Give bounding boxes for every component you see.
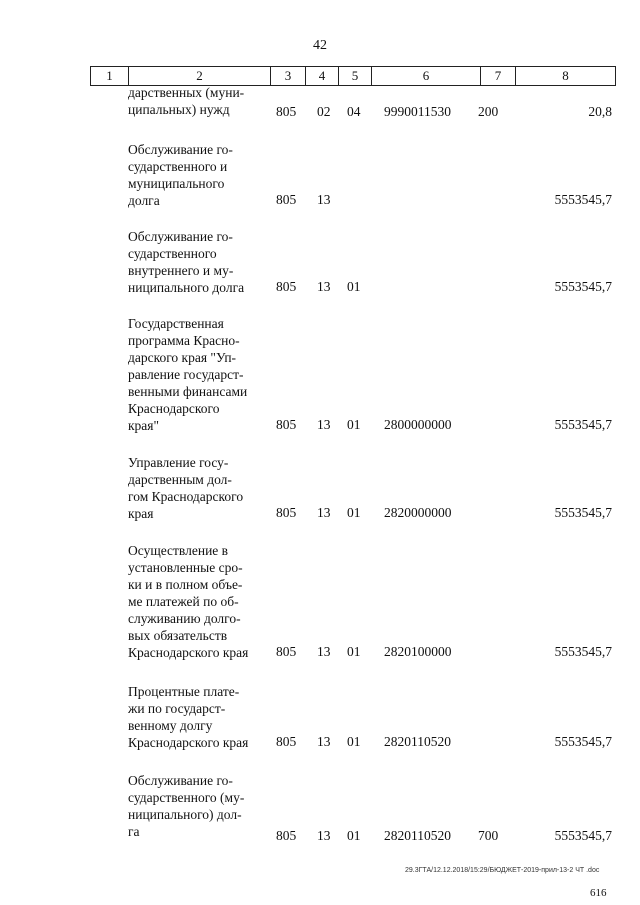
cell-target-code: 9990011530: [384, 104, 451, 119]
desc-line: венными финансами: [128, 384, 248, 399]
header-col-3: 3: [271, 67, 306, 86]
desc-line: служиванию долго-: [128, 611, 241, 626]
cell-amount: 5553545,7: [554, 192, 612, 207]
desc-line: Управление госу-: [128, 455, 229, 470]
cell-section: 13: [317, 644, 331, 659]
desc-line: дарственных (муни-: [128, 85, 245, 100]
page-number: 42: [313, 38, 327, 53]
desc-line: дарского края "Уп-: [128, 350, 237, 365]
desc-line: ниципального долга: [128, 280, 245, 295]
cell-amount: 5553545,7: [554, 417, 612, 432]
cell-ministry: 805: [276, 828, 297, 843]
cell-amount: 5553545,7: [554, 279, 612, 294]
desc-line: га: [128, 824, 140, 839]
desc-line: дарственным дол-: [128, 472, 232, 487]
row-description: [128, 141, 263, 209]
desc-line: внутреннего и му-: [128, 263, 234, 278]
row-description: [128, 315, 263, 434]
desc-line: ниципального) дол-: [128, 807, 242, 822]
desc-line: края": [128, 418, 160, 433]
cell-subsection: 01: [347, 644, 361, 659]
row-description: [128, 772, 263, 840]
cell-section: 13: [317, 734, 331, 749]
desc-line: сударственного: [128, 246, 217, 261]
header-col-2: 2: [129, 67, 271, 86]
desc-line: Государственная: [128, 316, 224, 331]
header-col-5: 5: [339, 67, 372, 86]
header-row: [91, 67, 616, 86]
desc-line: программа Красно-: [128, 333, 240, 348]
cell-section: 13: [317, 192, 331, 207]
cell-ministry: 805: [276, 417, 297, 432]
cell-section: 02: [317, 104, 331, 119]
desc-line: ципальных) нужд: [128, 102, 230, 117]
cell-target-code: 2820100000: [384, 644, 452, 659]
header-col-6: 6: [372, 67, 481, 86]
desc-line: жи по государст-: [128, 701, 226, 716]
cell-amount: 5553545,7: [554, 734, 612, 749]
cell-amount: 5553545,7: [554, 505, 612, 520]
cell-amount: 5553545,7: [554, 828, 612, 843]
cell-amount: 20,8: [588, 104, 612, 119]
cell-ministry: 805: [276, 192, 297, 207]
desc-line: края: [128, 506, 154, 521]
cell-target-code: 2820110520: [384, 734, 451, 749]
desc-line: Обслуживание го-: [128, 142, 233, 157]
column-number-header: [90, 66, 616, 86]
cell-subsection: 01: [347, 828, 361, 843]
desc-line: Краснодарского: [128, 401, 220, 416]
desc-line: Краснодарского края: [128, 645, 249, 660]
cell-ministry: 805: [276, 279, 297, 294]
desc-line: Процентные плате-: [128, 684, 240, 699]
desc-line: равление государст-: [128, 367, 244, 382]
cell-ministry: 805: [276, 644, 297, 659]
header-col-7: 7: [481, 67, 516, 86]
cell-subsection: 01: [347, 505, 361, 520]
cell-section: 13: [317, 417, 331, 432]
cell-amount: 5553545,7: [554, 644, 612, 659]
cell-section: 13: [317, 828, 331, 843]
cell-ministry: 805: [276, 104, 297, 119]
cell-expense-type: 200: [478, 104, 499, 119]
desc-line: ме платежей по об-: [128, 594, 239, 609]
header-col-4: 4: [306, 67, 339, 86]
desc-line: венному долгу: [128, 718, 213, 733]
cell-target-code: 2800000000: [384, 417, 452, 432]
header-col-8: 8: [516, 67, 616, 86]
cell-section: 13: [317, 279, 331, 294]
desc-line: ки и в полном объе-: [128, 577, 243, 592]
row-description: [128, 454, 263, 522]
cell-subsection: 01: [347, 417, 361, 432]
desc-line: долга: [128, 193, 160, 208]
cell-target-code: 2820000000: [384, 505, 452, 520]
row-description: [128, 683, 263, 751]
cell-target-code: 2820110520: [384, 828, 451, 843]
desc-line: Обслуживание го-: [128, 773, 233, 788]
desc-line: Осуществление в: [128, 543, 229, 558]
cell-expense-type: 700: [478, 828, 499, 843]
row-description: [128, 542, 263, 661]
cell-subsection: 04: [347, 104, 361, 119]
desc-line: гом Краснодарского: [128, 489, 244, 504]
desc-line: установленные сро-: [128, 560, 243, 575]
desc-line: Краснодарского края: [128, 735, 249, 750]
sheet-number: 616: [590, 887, 607, 899]
cell-subsection: 01: [347, 279, 361, 294]
desc-line: сударственного и: [128, 159, 228, 174]
desc-line: вых обязательств: [128, 628, 228, 643]
footer-file-info: 29.3ГТА/12.12.2018/15:29/БЮДЖЕТ-2019-прил-13-2 ЧТ .doc: [405, 867, 600, 874]
desc-line: муниципального: [128, 176, 225, 191]
cell-ministry: 805: [276, 734, 297, 749]
desc-line: сударственного (му-: [128, 790, 245, 805]
desc-line: Обслуживание го-: [128, 229, 233, 244]
cell-section: 13: [317, 505, 331, 520]
header-col-1: 1: [91, 67, 129, 86]
cell-ministry: 805: [276, 505, 297, 520]
row-description: [128, 228, 263, 296]
row-description: [128, 84, 263, 118]
cell-subsection: 01: [347, 734, 361, 749]
